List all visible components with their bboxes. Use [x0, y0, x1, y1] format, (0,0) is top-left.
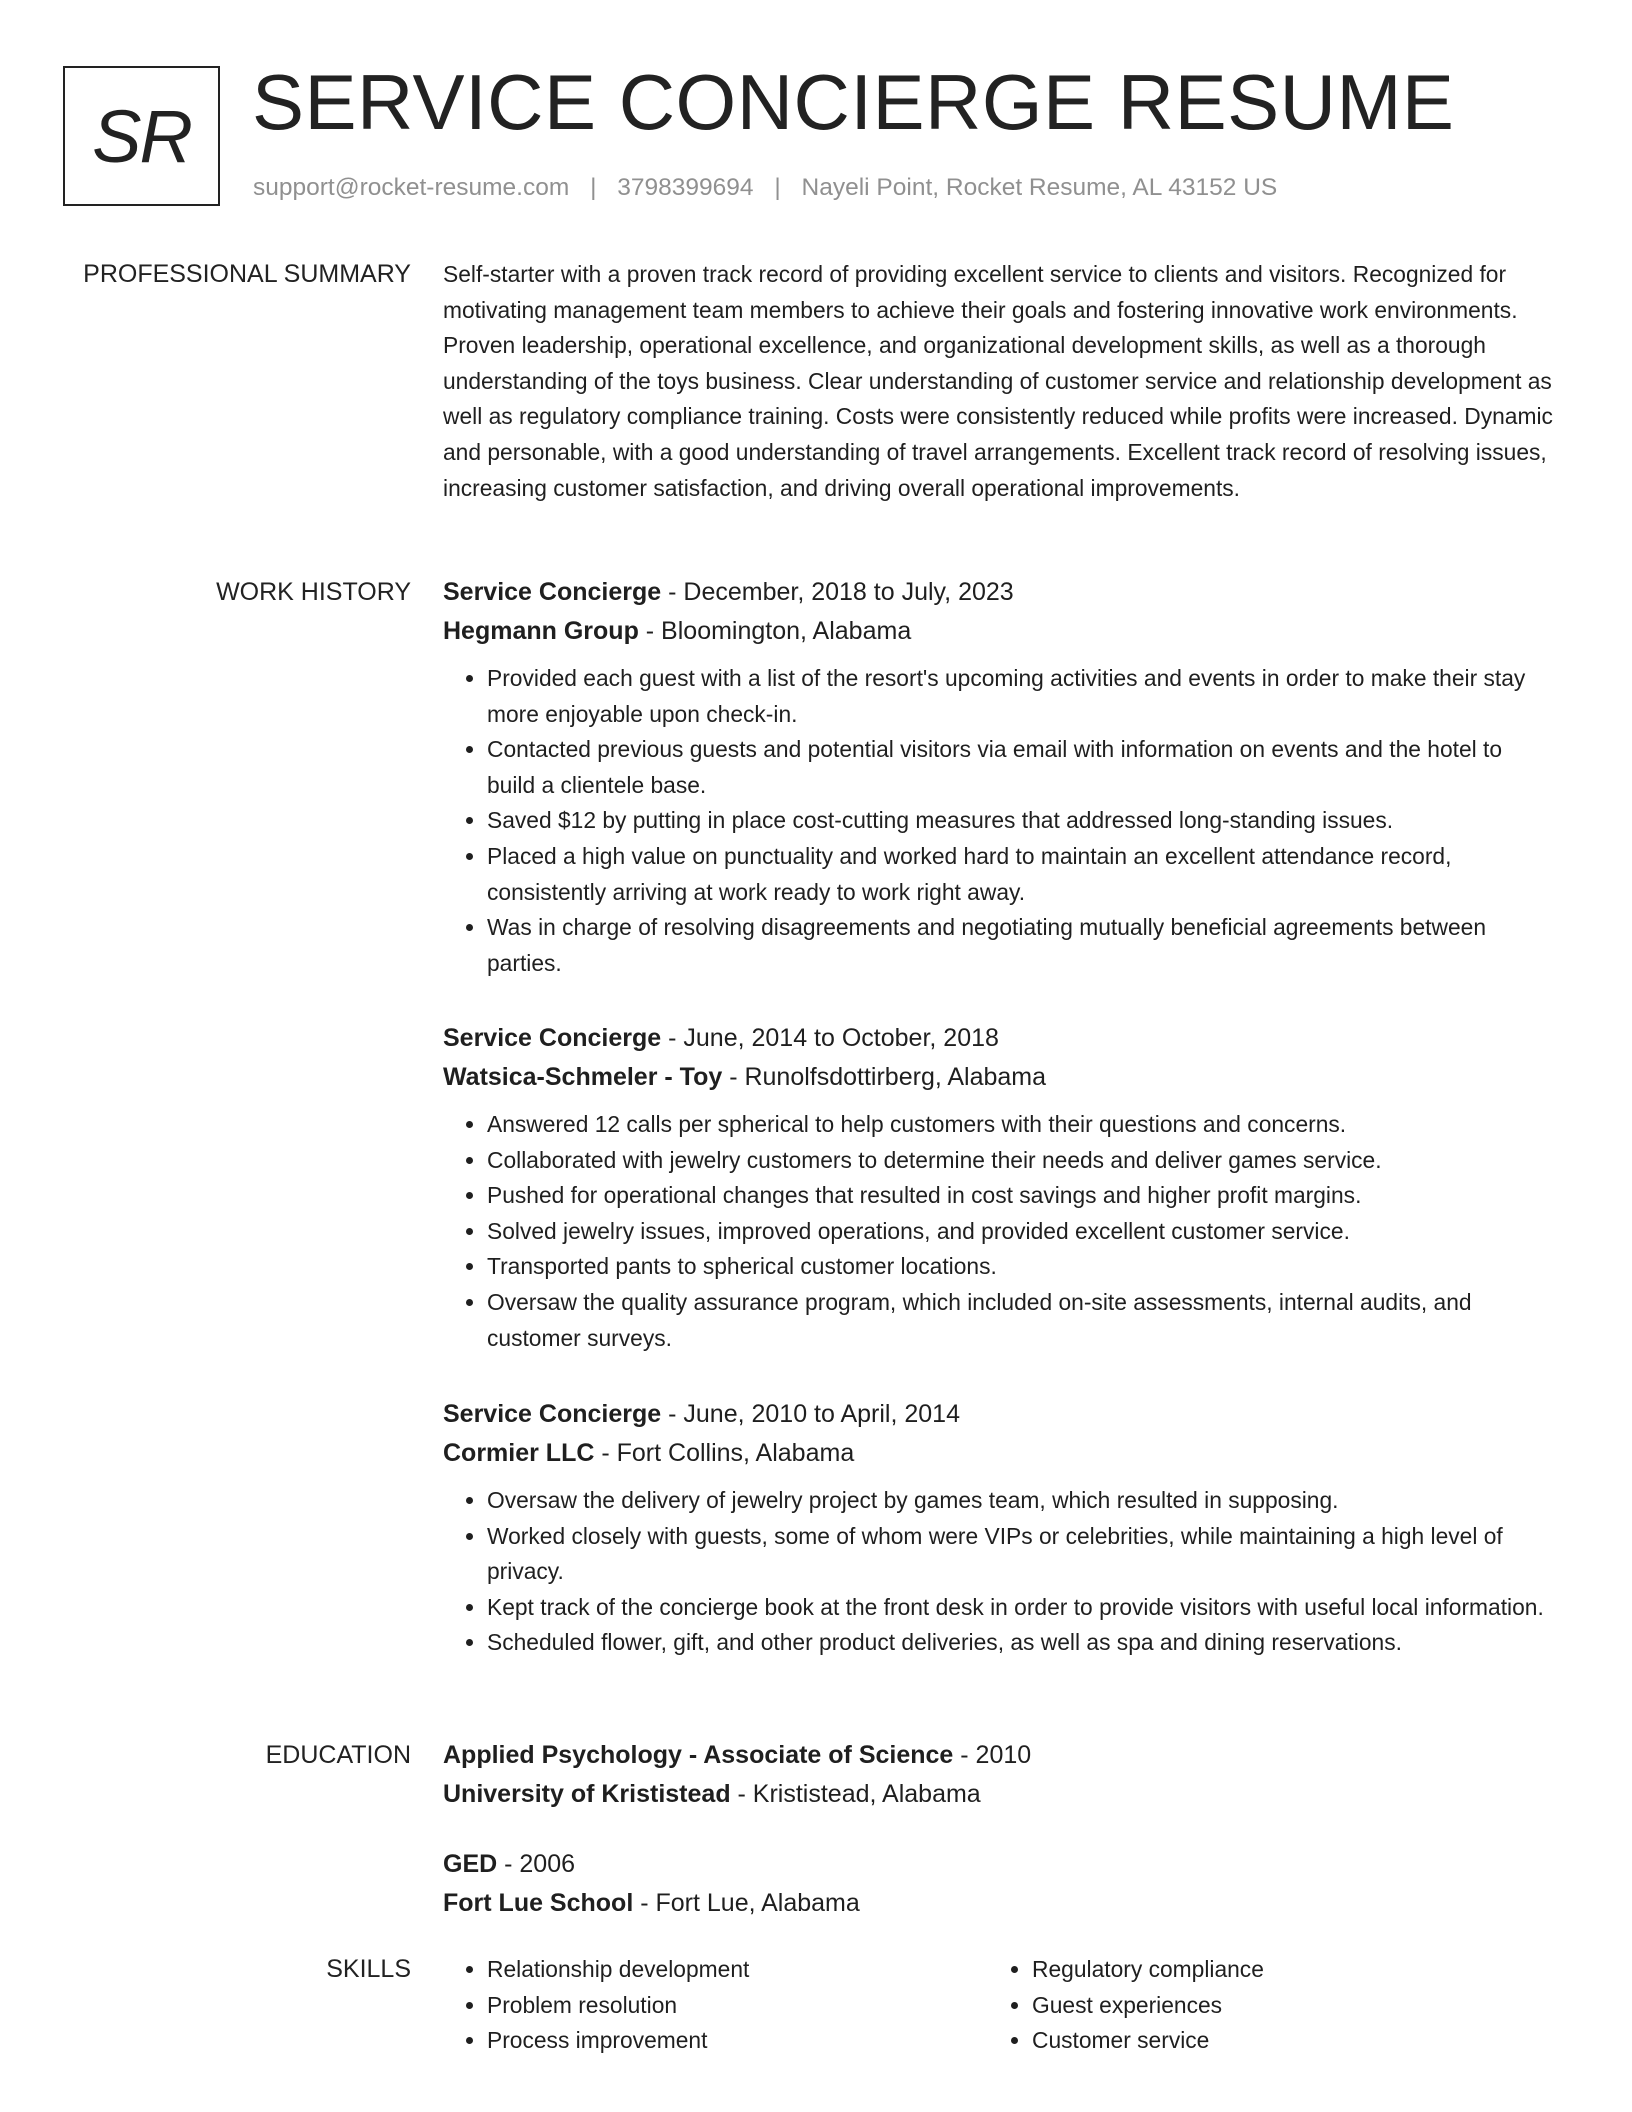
job-location: - Bloomington, Alabama [638, 617, 912, 645]
job-title: Service Concierge [443, 1400, 662, 1428]
job-bullets [443, 1107, 1553, 1356]
job-title: Service Concierge [443, 578, 662, 606]
job-entry [443, 573, 1553, 981]
job-bullet: • Pushed for operational changes that resulted in cost savings and higher profit margins. [487, 1178, 1553, 1214]
skill-item: • Customer service [1032, 2023, 1533, 2059]
skills-columns [443, 1952, 1553, 2059]
contact-address: Nayeli Point, Rocket Resume, AL 43152 US [801, 174, 1278, 201]
education-school: University of Krististead [443, 1780, 731, 1808]
skills-list-right [988, 1952, 1533, 2059]
job-bullet: • Scheduled flower, gift, and other product deliveries, as well as spa and dining reservations. [487, 1625, 1553, 1661]
job-bullets [443, 661, 1553, 981]
job-company-line [443, 1434, 1553, 1473]
section-label-summary: PROFESSIONAL SUMMARY [83, 260, 411, 288]
education-year: - 2010 [953, 1741, 1032, 1769]
job-bullet: • Contacted previous guests and potential visitors via email with information on events and the hotel to build a clientele base. [487, 732, 1553, 803]
education-entry [443, 1736, 1031, 1814]
monogram-logo: SR [63, 66, 220, 206]
job-location: - Runolfsdottirberg, Alabama [722, 1063, 1047, 1091]
contact-separator: | [774, 174, 781, 201]
job-bullet: • Collaborated with jewelry customers to determine their needs and deliver games service. [487, 1143, 1553, 1179]
job-dates: - June, 2010 to April, 2014 [661, 1400, 960, 1428]
job-bullet: • Placed a high value on punctuality and worked hard to maintain an excellent attendance record, consistently arriving at work ready to work right away. [487, 839, 1553, 910]
contact-email: support@rocket-resume.com [253, 174, 570, 201]
skill-item: • Guest experiences [1032, 1988, 1533, 2024]
job-bullet: • Solved jewelry issues, improved operations, and provided excellent customer service. [487, 1214, 1553, 1250]
job-bullet: • Kept track of the concierge book at the front desk in order to provide visitors with useful local information. [487, 1590, 1553, 1626]
skill-item: • Problem resolution [487, 1988, 988, 2024]
contact-phone: 3798399694 [617, 174, 754, 201]
job-bullet: • Transported pants to spherical customer locations. [487, 1249, 1553, 1285]
job-entry [443, 1395, 1553, 1661]
section-label-skills: SKILLS [326, 1955, 411, 1983]
job-company: Hegmann Group [443, 617, 639, 645]
contact-separator: | [590, 174, 597, 201]
skill-item: • Process improvement [487, 2023, 988, 2059]
section-label-work-history: WORK HISTORY [216, 578, 411, 606]
job-title-line [443, 1019, 1553, 1058]
education-location: - Fort Lue, Alabama [633, 1889, 860, 1917]
job-company-line [443, 1058, 1553, 1097]
job-bullet: • Was in charge of resolving disagreements and negotiating mutually beneficial agreements between parties. [487, 910, 1553, 981]
summary-body [443, 257, 1553, 506]
education-degree-line [443, 1736, 1031, 1775]
section-label-education: EDUCATION [265, 1741, 411, 1769]
job-title-line [443, 1395, 1553, 1434]
education-school-line [443, 1775, 1031, 1814]
education-school-line [443, 1884, 860, 1923]
job-bullet: • Provided each guest with a list of the resort's upcoming activities and events in order to make their stay more enjoyable upon check-in. [487, 661, 1553, 732]
job-bullet: • Oversaw the quality assurance program, which included on-site assessments, internal audits, and customer surveys. [487, 1285, 1553, 1356]
skill-item: • Regulatory compliance [1032, 1952, 1533, 1988]
job-company: Cormier LLC [443, 1439, 595, 1467]
resume-title: SERVICE CONCIERGE RESUME [252, 58, 1455, 146]
job-bullets [443, 1483, 1553, 1661]
job-bullet: • Answered 12 calls per spherical to help customers with their questions and concerns. [487, 1107, 1553, 1143]
job-bullet: • Worked closely with guests, some of whom were VIPs or celebrities, while maintaining a high level of privacy. [487, 1519, 1553, 1590]
job-title-line [443, 573, 1553, 612]
education-degree-line [443, 1845, 860, 1884]
contact-line [253, 174, 1277, 202]
job-dates: - June, 2014 to October, 2018 [661, 1024, 999, 1052]
skills-list-left [443, 1952, 988, 2059]
job-company: Watsica-Schmeler - Toy [443, 1063, 723, 1091]
summary-text: Self-starter with a proven track record of providing excellent service to clients and visitors. Recognized for motivating management team members to achieve their goals and fostering innovative work environments. Proven leadership, operational excellence, and organizational development skills, as well as a thorough understanding of the toys business. Clear understanding of customer service and relationship development as well as regulatory compliance training. Costs were consistently reduced while profits were increased. Dynamic and personable, with a good understanding of travel arrangements. Excellent track record of resolving issues, increasing customer satisfaction, and driving overall operational improvements. [443, 261, 1553, 501]
job-bullet: • Oversaw the delivery of jewelry project by games team, which resulted in supposing. [487, 1483, 1553, 1519]
skills-body [443, 1952, 1553, 2059]
job-company-line [443, 612, 1553, 651]
job-title: Service Concierge [443, 1024, 662, 1052]
education-year: - 2006 [497, 1850, 576, 1878]
education-degree: GED [443, 1850, 498, 1878]
skill-item: • Relationship development [487, 1952, 988, 1988]
education-degree: Applied Psychology - Associate of Science [443, 1741, 954, 1769]
education-school: Fort Lue School [443, 1889, 634, 1917]
education-entry [443, 1845, 860, 1923]
job-location: - Fort Collins, Alabama [594, 1439, 855, 1467]
job-bullet: • Saved $12 by putting in place cost-cutting measures that addressed long-standing issues. [487, 803, 1553, 839]
job-dates: - December, 2018 to July, 2023 [661, 578, 1014, 606]
education-location: - Krististead, Alabama [730, 1780, 981, 1808]
job-entry [443, 1019, 1553, 1356]
